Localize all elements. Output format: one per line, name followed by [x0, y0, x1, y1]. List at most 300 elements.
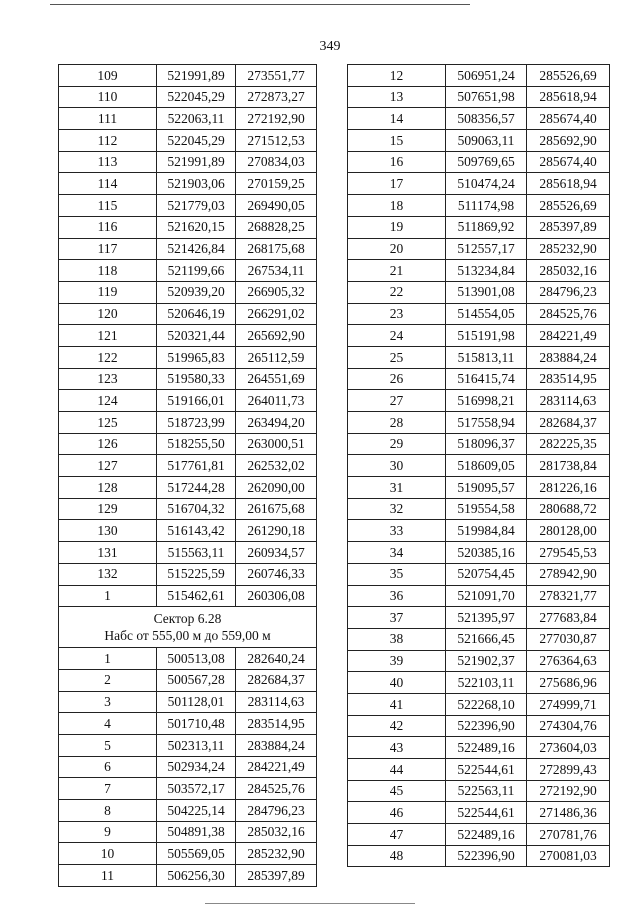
point-number-cell: 119 [59, 281, 157, 303]
table-row [348, 325, 610, 347]
point-number-cell: 6 [59, 756, 157, 778]
table-row [348, 477, 610, 499]
y-coordinate-cell: 274304,76 [527, 715, 610, 737]
table-row [348, 368, 610, 390]
y-coordinate-cell: 270781,76 [527, 824, 610, 846]
table-row [59, 86, 317, 108]
x-coordinate-cell: 522063,11 [157, 108, 236, 130]
x-coordinate-cell: 518096,37 [446, 433, 527, 455]
table-row [59, 151, 317, 173]
table-row [348, 433, 610, 455]
table-row [59, 585, 317, 607]
left-coordinates-table [58, 64, 317, 887]
table-row [348, 86, 610, 108]
table-row [348, 346, 610, 368]
table-row [59, 800, 317, 822]
x-coordinate-cell: 519984,84 [446, 520, 527, 542]
table-row [59, 281, 317, 303]
table-row [348, 65, 610, 87]
x-coordinate-cell: 511869,92 [446, 216, 527, 238]
x-coordinate-cell: 519095,57 [446, 477, 527, 499]
point-number-cell: 118 [59, 260, 157, 282]
table-row [348, 628, 610, 650]
x-coordinate-cell: 506256,30 [157, 865, 236, 887]
point-number-cell: 121 [59, 325, 157, 347]
table-row [59, 756, 317, 778]
table-row [348, 412, 610, 434]
x-coordinate-cell: 502313,11 [157, 734, 236, 756]
x-coordinate-cell: 507651,98 [446, 86, 527, 108]
x-coordinate-cell: 509769,65 [446, 151, 527, 173]
table-row [59, 130, 317, 152]
point-number-cell: 46 [348, 802, 446, 824]
table-row [348, 845, 610, 867]
x-coordinate-cell: 521395,97 [446, 607, 527, 629]
table-row [59, 865, 317, 887]
y-coordinate-cell: 270834,03 [236, 151, 317, 173]
x-coordinate-cell: 509063,11 [446, 130, 527, 152]
table-row [348, 802, 610, 824]
y-coordinate-cell: 283114,63 [236, 691, 317, 713]
point-number-cell: 17 [348, 173, 446, 195]
y-coordinate-cell: 283884,24 [527, 346, 610, 368]
y-coordinate-cell: 262090,00 [236, 477, 317, 499]
x-coordinate-cell: 520385,16 [446, 542, 527, 564]
x-coordinate-cell: 519554,58 [446, 498, 527, 520]
point-number-cell: 114 [59, 173, 157, 195]
x-coordinate-cell: 515191,98 [446, 325, 527, 347]
table-row [59, 325, 317, 347]
sector-subtitle: Набс от 555,00 м до 559,00 м [104, 628, 271, 644]
x-coordinate-cell: 521779,03 [157, 195, 236, 217]
table-row [348, 455, 610, 477]
point-number-cell: 26 [348, 368, 446, 390]
y-coordinate-cell: 260746,33 [236, 563, 317, 585]
table-row [59, 108, 317, 130]
table-row [59, 821, 317, 843]
point-number-cell: 20 [348, 238, 446, 260]
table-row [59, 173, 317, 195]
y-coordinate-cell: 281738,84 [527, 455, 610, 477]
table-row [348, 737, 610, 759]
point-number-cell: 48 [348, 845, 446, 867]
table-row [59, 346, 317, 368]
y-coordinate-cell: 271486,36 [527, 802, 610, 824]
x-coordinate-cell: 518255,50 [157, 433, 236, 455]
table-row [59, 542, 317, 564]
point-number-cell: 19 [348, 216, 446, 238]
y-coordinate-cell: 285674,40 [527, 151, 610, 173]
y-coordinate-cell: 285674,40 [527, 108, 610, 130]
table-row [348, 303, 610, 325]
y-coordinate-cell: 276364,63 [527, 650, 610, 672]
x-coordinate-cell: 522045,29 [157, 130, 236, 152]
point-number-cell: 29 [348, 433, 446, 455]
x-coordinate-cell: 516704,32 [157, 498, 236, 520]
point-number-cell: 42 [348, 715, 446, 737]
table-row [59, 412, 317, 434]
point-number-cell: 13 [348, 86, 446, 108]
y-coordinate-cell: 285526,69 [527, 195, 610, 217]
x-coordinate-cell: 515462,61 [157, 585, 236, 607]
x-coordinate-cell: 517761,81 [157, 455, 236, 477]
y-coordinate-cell: 280688,72 [527, 498, 610, 520]
point-number-cell: 32 [348, 498, 446, 520]
sector-header-row [59, 607, 317, 648]
point-number-cell: 115 [59, 195, 157, 217]
table-row [59, 648, 317, 670]
table-row [59, 368, 317, 390]
table-row [59, 433, 317, 455]
y-coordinate-cell: 284525,76 [527, 303, 610, 325]
y-coordinate-cell: 283514,95 [236, 713, 317, 735]
y-coordinate-cell: 285032,16 [527, 260, 610, 282]
point-number-cell: 21 [348, 260, 446, 282]
x-coordinate-cell: 510474,24 [446, 173, 527, 195]
table-row [348, 585, 610, 607]
y-coordinate-cell: 275686,96 [527, 672, 610, 694]
point-number-cell: 33 [348, 520, 446, 542]
point-number-cell: 47 [348, 824, 446, 846]
point-number-cell: 35 [348, 563, 446, 585]
table-row [59, 477, 317, 499]
x-coordinate-cell: 522396,90 [446, 845, 527, 867]
y-coordinate-cell: 272899,43 [527, 759, 610, 781]
x-coordinate-cell: 500567,28 [157, 669, 236, 691]
table-row [59, 778, 317, 800]
table-row [348, 238, 610, 260]
x-coordinate-cell: 522268,10 [446, 693, 527, 715]
y-coordinate-cell: 273604,03 [527, 737, 610, 759]
table-row [59, 843, 317, 865]
x-coordinate-cell: 522396,90 [446, 715, 527, 737]
y-coordinate-cell: 264551,69 [236, 368, 317, 390]
x-coordinate-cell: 516143,42 [157, 520, 236, 542]
y-coordinate-cell: 285032,16 [236, 821, 317, 843]
x-coordinate-cell: 504891,38 [157, 821, 236, 843]
point-number-cell: 113 [59, 151, 157, 173]
x-coordinate-cell: 519965,83 [157, 346, 236, 368]
point-number-cell: 23 [348, 303, 446, 325]
x-coordinate-cell: 508356,57 [446, 108, 527, 130]
page-number: 349 [319, 39, 341, 54]
point-number-cell: 28 [348, 412, 446, 434]
x-coordinate-cell: 521199,66 [157, 260, 236, 282]
point-number-cell: 45 [348, 780, 446, 802]
table-row [59, 195, 317, 217]
x-coordinate-cell: 512557,17 [446, 238, 527, 260]
x-coordinate-cell: 522489,16 [446, 737, 527, 759]
x-coordinate-cell: 517244,28 [157, 477, 236, 499]
y-coordinate-cell: 265112,59 [236, 346, 317, 368]
y-coordinate-cell: 274999,71 [527, 693, 610, 715]
x-coordinate-cell: 516415,74 [446, 368, 527, 390]
x-coordinate-cell: 517558,94 [446, 412, 527, 434]
point-number-cell: 44 [348, 759, 446, 781]
y-coordinate-cell: 261290,18 [236, 520, 317, 542]
y-coordinate-cell: 282225,35 [527, 433, 610, 455]
point-number-cell: 10 [59, 843, 157, 865]
table-row [59, 498, 317, 520]
point-number-cell: 25 [348, 346, 446, 368]
y-coordinate-cell: 265692,90 [236, 325, 317, 347]
x-coordinate-cell: 515563,11 [157, 542, 236, 564]
x-coordinate-cell: 506951,24 [446, 65, 527, 87]
point-number-cell: 5 [59, 734, 157, 756]
bottom-rule [205, 903, 415, 904]
table-row [348, 715, 610, 737]
y-coordinate-cell: 284525,76 [236, 778, 317, 800]
point-number-cell: 124 [59, 390, 157, 412]
table-row [348, 563, 610, 585]
y-coordinate-cell: 266905,32 [236, 281, 317, 303]
table-row [348, 281, 610, 303]
x-coordinate-cell: 513901,08 [446, 281, 527, 303]
point-number-cell: 123 [59, 368, 157, 390]
point-number-cell: 131 [59, 542, 157, 564]
point-number-cell: 24 [348, 325, 446, 347]
y-coordinate-cell: 262532,02 [236, 455, 317, 477]
x-coordinate-cell: 505569,05 [157, 843, 236, 865]
y-coordinate-cell: 272873,27 [236, 86, 317, 108]
x-coordinate-cell: 500513,08 [157, 648, 236, 670]
x-coordinate-cell: 521903,06 [157, 173, 236, 195]
point-number-cell: 9 [59, 821, 157, 843]
point-number-cell: 122 [59, 346, 157, 368]
point-number-cell: 39 [348, 650, 446, 672]
point-number-cell: 2 [59, 669, 157, 691]
table-row [59, 713, 317, 735]
point-number-cell: 27 [348, 390, 446, 412]
point-number-cell: 110 [59, 86, 157, 108]
point-number-cell: 22 [348, 281, 446, 303]
y-coordinate-cell: 285618,94 [527, 173, 610, 195]
point-number-cell: 111 [59, 108, 157, 130]
point-number-cell: 12 [348, 65, 446, 87]
table-row [348, 498, 610, 520]
point-number-cell: 16 [348, 151, 446, 173]
point-number-cell: 8 [59, 800, 157, 822]
x-coordinate-cell: 519166,01 [157, 390, 236, 412]
y-coordinate-cell: 282640,24 [236, 648, 317, 670]
x-coordinate-cell: 522489,16 [446, 824, 527, 846]
point-number-cell: 1 [59, 585, 157, 607]
point-number-cell: 31 [348, 477, 446, 499]
point-number-cell: 126 [59, 433, 157, 455]
point-number-cell: 120 [59, 303, 157, 325]
y-coordinate-cell: 279545,53 [527, 542, 610, 564]
table-row [348, 216, 610, 238]
table-row [348, 173, 610, 195]
table-row [348, 195, 610, 217]
y-coordinate-cell: 280128,00 [527, 520, 610, 542]
x-coordinate-cell: 504225,14 [157, 800, 236, 822]
x-coordinate-cell: 503572,17 [157, 778, 236, 800]
table-row [348, 693, 610, 715]
x-coordinate-cell: 520754,45 [446, 563, 527, 585]
point-number-cell: 15 [348, 130, 446, 152]
point-number-cell: 109 [59, 65, 157, 87]
x-coordinate-cell: 514554,05 [446, 303, 527, 325]
table-row [59, 216, 317, 238]
table-row [348, 672, 610, 694]
table-row [59, 390, 317, 412]
point-number-cell: 38 [348, 628, 446, 650]
y-coordinate-cell: 277683,84 [527, 607, 610, 629]
table-row [59, 303, 317, 325]
x-coordinate-cell: 516998,21 [446, 390, 527, 412]
table-row [59, 669, 317, 691]
y-coordinate-cell: 284796,23 [527, 281, 610, 303]
point-number-cell: 34 [348, 542, 446, 564]
y-coordinate-cell: 285232,90 [236, 843, 317, 865]
y-coordinate-cell: 268828,25 [236, 216, 317, 238]
point-number-cell: 30 [348, 455, 446, 477]
table-row [348, 780, 610, 802]
table-row [59, 65, 317, 87]
x-coordinate-cell: 520321,44 [157, 325, 236, 347]
y-coordinate-cell: 277030,87 [527, 628, 610, 650]
x-coordinate-cell: 519580,33 [157, 368, 236, 390]
x-coordinate-cell: 515813,11 [446, 346, 527, 368]
sector-header-cell [59, 607, 317, 648]
x-coordinate-cell: 522544,61 [446, 759, 527, 781]
table-row [59, 691, 317, 713]
y-coordinate-cell: 273551,77 [236, 65, 317, 87]
point-number-cell: 40 [348, 672, 446, 694]
y-coordinate-cell: 268175,68 [236, 238, 317, 260]
y-coordinate-cell: 278942,90 [527, 563, 610, 585]
y-coordinate-cell: 285692,90 [527, 130, 610, 152]
point-number-cell: 117 [59, 238, 157, 260]
y-coordinate-cell: 281226,16 [527, 477, 610, 499]
x-coordinate-cell: 522563,11 [446, 780, 527, 802]
table-row [59, 455, 317, 477]
y-coordinate-cell: 270159,25 [236, 173, 317, 195]
y-coordinate-cell: 271512,53 [236, 130, 317, 152]
x-coordinate-cell: 521426,84 [157, 238, 236, 260]
table-row [348, 390, 610, 412]
x-coordinate-cell: 515225,59 [157, 563, 236, 585]
y-coordinate-cell: 285397,89 [527, 216, 610, 238]
table-row [59, 520, 317, 542]
top-rule [50, 4, 470, 5]
y-coordinate-cell: 264011,73 [236, 390, 317, 412]
x-coordinate-cell: 521991,89 [157, 65, 236, 87]
table-row [348, 130, 610, 152]
table-row [348, 260, 610, 282]
point-number-cell: 1 [59, 648, 157, 670]
y-coordinate-cell: 284221,49 [527, 325, 610, 347]
y-coordinate-cell: 285397,89 [236, 865, 317, 887]
point-number-cell: 125 [59, 412, 157, 434]
point-number-cell: 3 [59, 691, 157, 713]
x-coordinate-cell: 501128,01 [157, 691, 236, 713]
y-coordinate-cell: 278321,77 [527, 585, 610, 607]
table-row [348, 520, 610, 542]
x-coordinate-cell: 522045,29 [157, 86, 236, 108]
table-row [59, 238, 317, 260]
y-coordinate-cell: 260934,57 [236, 542, 317, 564]
point-number-cell: 14 [348, 108, 446, 130]
point-number-cell: 36 [348, 585, 446, 607]
x-coordinate-cell: 518723,99 [157, 412, 236, 434]
y-coordinate-cell: 285618,94 [527, 86, 610, 108]
x-coordinate-cell: 513234,84 [446, 260, 527, 282]
right-coordinates-table [347, 64, 610, 867]
x-coordinate-cell: 522103,11 [446, 672, 527, 694]
y-coordinate-cell: 282684,37 [527, 412, 610, 434]
point-number-cell: 112 [59, 130, 157, 152]
table-row [348, 759, 610, 781]
table-row [348, 650, 610, 672]
x-coordinate-cell: 520646,19 [157, 303, 236, 325]
point-number-cell: 129 [59, 498, 157, 520]
x-coordinate-cell: 518609,05 [446, 455, 527, 477]
point-number-cell: 116 [59, 216, 157, 238]
point-number-cell: 7 [59, 778, 157, 800]
point-number-cell: 41 [348, 693, 446, 715]
y-coordinate-cell: 283114,63 [527, 390, 610, 412]
table-row [59, 260, 317, 282]
point-number-cell: 11 [59, 865, 157, 887]
x-coordinate-cell: 502934,24 [157, 756, 236, 778]
point-number-cell: 37 [348, 607, 446, 629]
point-number-cell: 4 [59, 713, 157, 735]
point-number-cell: 130 [59, 520, 157, 542]
y-coordinate-cell: 270081,03 [527, 845, 610, 867]
point-number-cell: 127 [59, 455, 157, 477]
x-coordinate-cell: 522544,61 [446, 802, 527, 824]
table-row [59, 734, 317, 756]
y-coordinate-cell: 263494,20 [236, 412, 317, 434]
x-coordinate-cell: 521666,45 [446, 628, 527, 650]
point-number-cell: 43 [348, 737, 446, 759]
table-row [348, 151, 610, 173]
y-coordinate-cell: 285526,69 [527, 65, 610, 87]
y-coordinate-cell: 272192,90 [527, 780, 610, 802]
table-row [59, 563, 317, 585]
y-coordinate-cell: 263000,51 [236, 433, 317, 455]
table-row [348, 607, 610, 629]
x-coordinate-cell: 521620,15 [157, 216, 236, 238]
y-coordinate-cell: 284221,49 [236, 756, 317, 778]
x-coordinate-cell: 520939,20 [157, 281, 236, 303]
x-coordinate-cell: 521902,37 [446, 650, 527, 672]
y-coordinate-cell: 283514,95 [527, 368, 610, 390]
table-row [348, 542, 610, 564]
y-coordinate-cell: 266291,02 [236, 303, 317, 325]
point-number-cell: 128 [59, 477, 157, 499]
y-coordinate-cell: 267534,11 [236, 260, 317, 282]
sector-title: Сектор 6.28 [153, 611, 222, 627]
y-coordinate-cell: 282684,37 [236, 669, 317, 691]
x-coordinate-cell: 521091,70 [446, 585, 527, 607]
y-coordinate-cell: 285232,90 [527, 238, 610, 260]
y-coordinate-cell: 260306,08 [236, 585, 317, 607]
y-coordinate-cell: 283884,24 [236, 734, 317, 756]
x-coordinate-cell: 511174,98 [446, 195, 527, 217]
table-row [348, 108, 610, 130]
point-number-cell: 18 [348, 195, 446, 217]
y-coordinate-cell: 272192,90 [236, 108, 317, 130]
point-number-cell: 132 [59, 563, 157, 585]
y-coordinate-cell: 284796,23 [236, 800, 317, 822]
y-coordinate-cell: 261675,68 [236, 498, 317, 520]
x-coordinate-cell: 501710,48 [157, 713, 236, 735]
table-row [348, 824, 610, 846]
x-coordinate-cell: 521991,89 [157, 151, 236, 173]
